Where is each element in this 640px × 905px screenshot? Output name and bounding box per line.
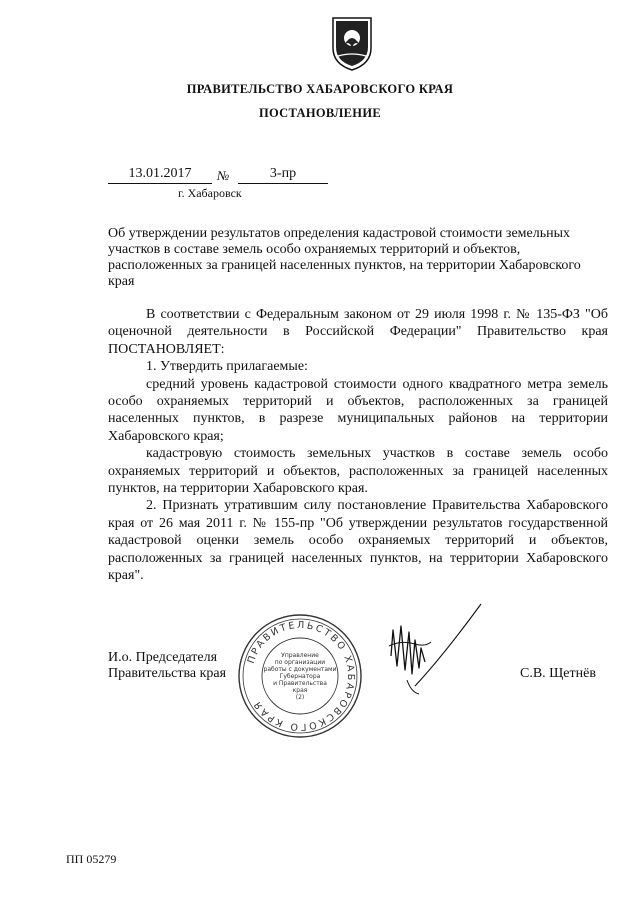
document-body	[108, 306, 608, 585]
document-city: г. Хабаровск	[178, 186, 242, 200]
signer-name: С.В. Щетнёв	[520, 666, 596, 681]
stamp-seal-icon	[236, 612, 364, 740]
document-subject: Об утверждении результатов определения кадастровой стоимости земельных участков в составе земель особо охраняемых территорий и объектов, расположенных за границей населенных пунктов, на территории Хабаровского края	[108, 226, 581, 289]
body-paragraph: 1. Утвердить прилагаемые:	[146, 359, 308, 375]
official-stamp	[236, 612, 364, 740]
stamp-inner-line: работы с документами	[263, 666, 337, 673]
document-number: 3-пр	[238, 165, 328, 184]
stamp-inner-line: края	[292, 687, 308, 694]
stamp-inner-line: Управление	[281, 652, 319, 659]
document-code: ПП 05279	[66, 852, 117, 866]
stamp-inner-line: и Правительства	[273, 680, 327, 687]
svg-text:ПРАВИТЕЛЬСТВО ХАБАРОВСКОГО КРА: ПРАВИТЕЛЬСТВО ХАБАРОВСКОГО КРАЯ	[245, 619, 357, 733]
body-paragraph: средний уровень кадастровой стоимости одного квадратного метра земель особо охраняемых территорий и объектов, расположенных за границей населенных пунктов, в разрезе муниципальных районов на территории Хабаровского края;	[108, 376, 608, 444]
stamp-inner-line: по организации	[274, 659, 326, 666]
document-date: 13.01.2017	[108, 165, 212, 184]
government-name: ПРАВИТЕЛЬСТВО ХАБАРОВСКОГО КРАЯ	[186, 82, 454, 96]
stamp-inner-line: Губернатора	[279, 673, 321, 680]
body-paragraph: 2. Признать утратившим силу постановление Правительства Хабаровского края от 26 мая 2011 г. № 155-пр "Об утверждении результатов государственной кадастровой оценки земель особо охраняемых территорий и объектов, расположенных за границей населенных пунктов, на территории Хабаровского края".	[108, 498, 608, 584]
number-sign: №	[217, 168, 230, 183]
signer-title	[108, 650, 226, 682]
signer-title-line: Правительства края	[108, 666, 227, 681]
coat-of-arms-emblem	[330, 14, 374, 72]
stamp-inner-line: (2)	[295, 694, 305, 701]
handwritten-signature	[385, 596, 485, 706]
khabarovsk-coat-of-arms-icon	[330, 14, 374, 72]
body-paragraph: В соответствии с Федеральным законом от 29 июля 1998 г. № 135-ФЗ "Об оценочной деятельности в Российской Федерации" Правительство края ПОСТАНОВЛЯЕТ:	[108, 307, 608, 357]
body-paragraph: кадастровую стоимость земельных участков в составе земель особо охраняемых территорий и объектов, расположенных за границей населенных пунктов, на территории Хабаровского края.	[108, 446, 608, 497]
signature-scribble-icon	[385, 596, 485, 706]
signer-title-line: И.о. Председателя	[108, 650, 218, 665]
document-type-title: ПОСТАНОВЛЕНИЕ	[258, 106, 381, 120]
